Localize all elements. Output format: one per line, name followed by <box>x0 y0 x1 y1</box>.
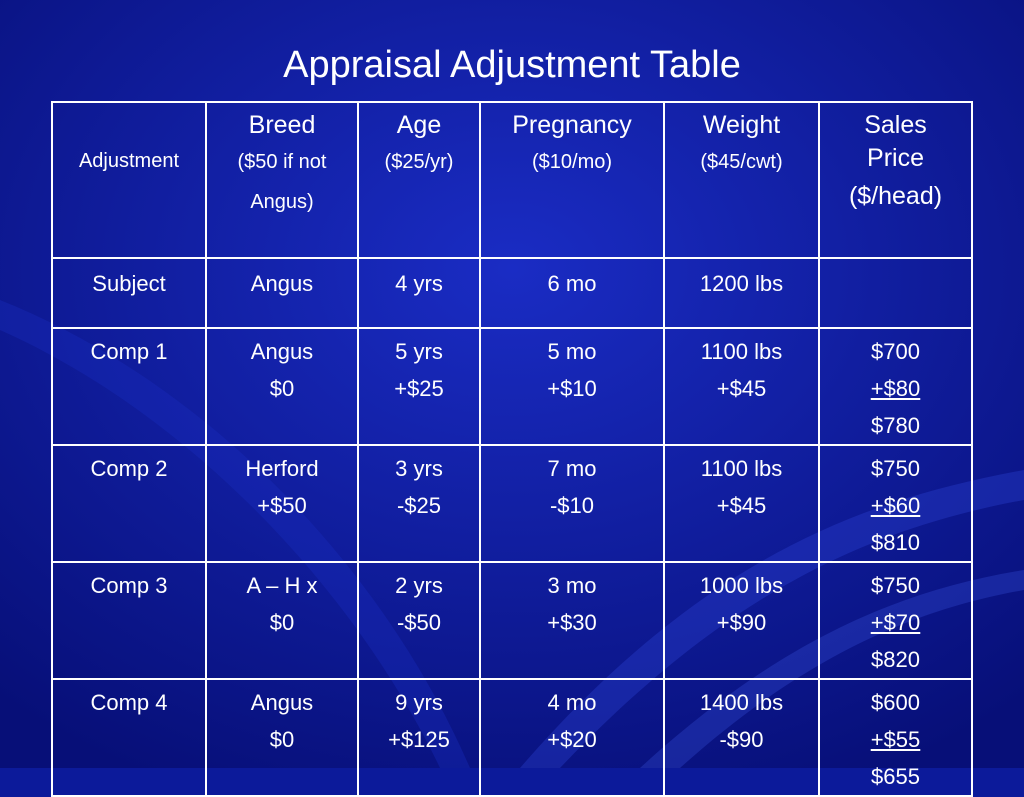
row-label: Comp 4 <box>52 679 206 796</box>
price-adjustment: +$80 <box>870 376 921 401</box>
weight-adjustment: -$90 <box>719 727 764 752</box>
header-adjustment: Adjustment <box>52 102 206 258</box>
cell-age <box>358 445 480 562</box>
pregnancy-adjustment: -$10 <box>549 493 595 518</box>
weight-value: 1400 lbs <box>699 690 784 715</box>
age-adjustment: +$25 <box>394 376 444 401</box>
header-breed-title: Breed <box>248 111 316 139</box>
pregnancy-value: 4 mo <box>547 690 597 715</box>
header-age <box>358 102 480 258</box>
cell-weight <box>664 445 819 562</box>
pregnancy-value: 5 mo <box>547 339 597 364</box>
price-value: $600 <box>871 690 920 715</box>
cell-pregnancy <box>480 679 664 796</box>
cell-pregnancy <box>480 328 664 445</box>
cell-pregnancy <box>480 445 664 562</box>
table-row-comp-1 <box>52 328 972 445</box>
age-adjustment: -$25 <box>396 493 442 518</box>
cell-breed <box>206 445 358 562</box>
price-adjusted: $655 <box>871 764 920 789</box>
price-value: $750 <box>871 573 920 598</box>
cell-sales-price <box>819 258 972 328</box>
age-value: 5 yrs <box>395 339 443 364</box>
cell-weight: 1200 lbs <box>664 258 819 328</box>
table-row-comp-3 <box>52 562 972 679</box>
price-adjustment: +$70 <box>870 610 921 635</box>
row-label: Subject <box>52 258 206 328</box>
weight-value: 1100 lbs <box>700 339 783 364</box>
price-adjusted: $810 <box>871 530 920 555</box>
price-adjustment: +$60 <box>870 493 921 518</box>
header-sales-price-unit: ($/head) <box>848 182 943 210</box>
header-row <box>52 102 972 258</box>
cell-weight <box>664 562 819 679</box>
cell-age <box>358 328 480 445</box>
breed-adjustment: $0 <box>269 376 295 401</box>
pregnancy-adjustment: +$20 <box>547 727 597 752</box>
header-breed-rate-cont: Angus) <box>250 191 314 213</box>
price-adjustment: +$55 <box>870 727 921 752</box>
price-adjusted: $780 <box>871 413 920 438</box>
age-adjustment: +$125 <box>388 727 450 752</box>
cell-sales-price <box>819 328 972 445</box>
row-label: Comp 3 <box>52 562 206 679</box>
price-value: $750 <box>871 456 920 481</box>
header-breed-rate: ($50 if not <box>237 151 327 173</box>
header-weight-rate: ($45/cwt) <box>700 151 783 173</box>
cell-breed <box>206 328 358 445</box>
cell-age <box>358 679 480 796</box>
weight-value: 1000 lbs <box>699 573 784 598</box>
table-row-comp-4 <box>52 679 972 796</box>
cell-breed: Angus <box>206 258 358 328</box>
weight-adjustment: +$90 <box>716 610 767 635</box>
cell-weight <box>664 679 819 796</box>
pregnancy-adjustment: +$30 <box>547 610 597 635</box>
breed-value: Herford <box>245 456 319 481</box>
age-value: 3 yrs <box>395 456 443 481</box>
breed-value: Angus <box>250 339 314 364</box>
age-value: 9 yrs <box>395 690 443 715</box>
cell-sales-price <box>819 562 972 679</box>
table-row-subject <box>52 258 972 328</box>
cell-age <box>358 562 480 679</box>
cell-weight <box>664 328 819 445</box>
header-breed <box>206 102 358 258</box>
cell-pregnancy: 6 mo <box>480 258 664 328</box>
cell-age: 4 yrs <box>358 258 480 328</box>
header-pregnancy <box>480 102 664 258</box>
breed-adjustment: $0 <box>269 610 295 635</box>
breed-adjustment: $0 <box>269 727 295 752</box>
breed-value: Angus <box>250 690 314 715</box>
header-weight-title: Weight <box>702 111 781 139</box>
header-sales-price-line2: Price <box>867 144 924 172</box>
header-sales-price-line1: Sales <box>864 111 927 139</box>
header-sales-price <box>819 102 972 258</box>
slide-title: Appraisal Adjustment Table <box>283 44 741 86</box>
weight-adjustment: +$45 <box>716 376 767 401</box>
weight-value: 1100 lbs <box>700 456 783 481</box>
header-weight <box>664 102 819 258</box>
header-age-rate: ($25/yr) <box>384 151 454 173</box>
cell-sales-price <box>819 445 972 562</box>
appraisal-table <box>51 101 973 797</box>
table-row-comp-2 <box>52 445 972 562</box>
cell-breed <box>206 562 358 679</box>
pregnancy-value: 7 mo <box>547 456 597 481</box>
price-adjusted: $820 <box>871 647 920 672</box>
pregnancy-adjustment: +$10 <box>547 376 597 401</box>
row-label: Comp 2 <box>52 445 206 562</box>
cell-sales-price <box>819 679 972 796</box>
header-age-title: Age <box>396 111 442 139</box>
row-label: Comp 1 <box>52 328 206 445</box>
cell-breed <box>206 679 358 796</box>
weight-adjustment: +$45 <box>716 493 767 518</box>
cell-pregnancy <box>480 562 664 679</box>
header-pregnancy-title: Pregnancy <box>512 111 632 139</box>
price-value: $700 <box>871 339 920 364</box>
header-pregnancy-rate: ($10/mo) <box>531 151 613 173</box>
breed-value: A – H x <box>246 573 318 598</box>
age-value: 2 yrs <box>395 573 443 598</box>
age-adjustment: -$50 <box>396 610 442 635</box>
pregnancy-value: 3 mo <box>547 573 597 598</box>
breed-adjustment: +$50 <box>257 493 307 518</box>
